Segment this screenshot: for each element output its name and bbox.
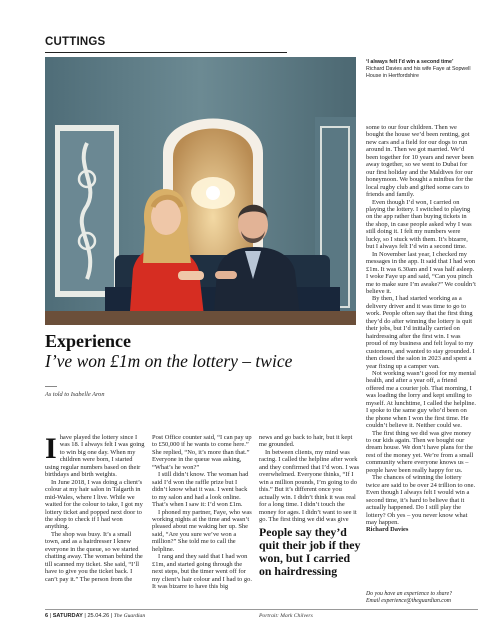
paragraph: [45, 434, 145, 479]
paragraph: I still didn’t know. The woman had said I’d won the raffle prize but I didn’t know what it was. I went back to my salon and had a look online. That’s when I saw it: I’d won £1m.: [152, 471, 249, 509]
footer-separator: |: [110, 613, 114, 619]
page-number: 6: [45, 613, 49, 619]
footer-rule: [45, 609, 478, 610]
signature: Richard Davies: [366, 526, 409, 534]
column-2: [152, 434, 252, 591]
pull-quote: People say they’d quit their job if they won, but I carried on hairdressing: [259, 525, 361, 578]
headline: Experience: [45, 331, 131, 351]
footer-date: 25.04.26: [87, 613, 110, 619]
paragraph: I phoned my partner, Faye, who was working nights at the time and wasn’t pleased about me waking her up. She said, “Are you sure we’ve won a million?” She told me to call the helpline.: [152, 508, 252, 553]
paragraph: Not working wasn’t good for my mental health, and after a year off, a friend offered me a courier job. That morning, I was loading the lorry and kept smiling to myself. At lunchtime, I called the helpline. I spoke to the same guy who’d been on the phone when I won the first time. He couldn’t believe it. Neither could we.: [366, 369, 476, 430]
paragraph: Even though I’d won, I carried on playing the lottery. I switched to playing on the app rather than buying tickets in the shop, in case people asked why I was still doing it. I felt my numbers were lucky, so I stuck with them. It’s bizarre, but I always felt I’d win a second time.: [366, 198, 472, 251]
footer-publication: The Guardian: [113, 613, 146, 619]
caption-title: ‘I always felt I’d win a second time’: [366, 59, 454, 65]
footer-section: SATURDAY: [52, 613, 83, 619]
caption-text: Richard Davies and his wife Faye at Sopwell House in Hertfordshire: [366, 66, 471, 79]
footer-separator: |: [49, 613, 53, 619]
paragraph: I rang and they said that I had won £1m, and started going through the next steps, but the timer went off for my client’s hair colour and I had to go. It was bizarre to have this big: [152, 553, 252, 591]
footnote: [366, 591, 478, 605]
portrait-photo: [45, 57, 356, 325]
byline-rule: [45, 386, 57, 387]
photo-credit: Portrait: Mark Chilvers: [259, 613, 313, 619]
paragraph: In June 2018, I was doing a client’s colour at my hair salon in Talgarth in mid-Wales, where I live. While we waited for the colour to take, I got my lottery ticket and popped next door to the shop to check if I had won anything.: [45, 478, 143, 531]
footnote-email[interactable]: Email experience@theguardian.com: [366, 598, 451, 604]
column-1: [45, 434, 145, 583]
paragraph: In between clients, my mind was racing. I called the helpline after work and they confirmed that I’d won. I was overwhelmed. Everyone thinks, “If I win a million pounds, I’m going to do this.” But it’s different once you actually win. I didn’t think it was real for a long time. I didn’t touch the money for ages. I didn’t want to see it go. The first thing we did was give: [259, 448, 360, 523]
paragraph-text: have played the lottery since I was 18. I always felt I was going to win big one day. When my children were born, I started using regular numbers based on their birthdays and birth weights.: [45, 434, 145, 479]
footnote-prompt: Do you have an experience to share?: [366, 591, 453, 597]
paragraph: In November last year, I checked my messages in the app. It said that I had won £1m. It was 6.30am and I was half asleep. I woke Faye up and said, “Can you pinch me to make sure I’m awake?” We couldn’t believe it.: [366, 250, 476, 295]
paragraph: news and go back to hair, but it kept me grounded.: [259, 434, 353, 449]
footer-separator: |: [84, 613, 88, 619]
drop-cap: I: [45, 432, 57, 465]
paragraph: The shop was busy. It’s a small town, and as a hairdresser I knew everyone in the queue, so we started chatting away. The woman behind the till scanned my ticket. She said, “I’ll have to give you the ticket back. I can’t pay it.” The person from the: [45, 530, 143, 583]
column-3: [259, 434, 361, 523]
column-4: [366, 124, 476, 534]
portrait-illustration: [45, 57, 356, 325]
paragraph: The first thing we did was give money to our kids again. Then we bought our dream house. We don’t have plans for the rest of the money yet. We’re from a small community where everyone knows us – people have been really happy for us.: [366, 429, 474, 474]
page-footer: [45, 613, 145, 619]
paragraph: The chances of winning the lottery twice are said to be over 24 trillion to one. Even though I always felt I would win a second time, it’s hard to believe that it actually happened. Do I still play the lottery? Oh yes – you never know what may happen.: [366, 474, 476, 527]
subheadline: I’ve won £1m on the lottery – twice: [45, 351, 293, 371]
paragraph: Post Office counter said, “I can pay up to £50,000 if he wants to come here.” She replied, “No, it’s more than that.” Everyone in the queue was asking, “What’s he won?”: [152, 434, 252, 471]
paragraph: some to our four children. Then we bought the house we’d been renting, got new cars and a field for our dogs to run around in. Then we got married. We’d been together for 10 years and never been away together, so we went to Dubai for our first holiday and the Maldives for our honeymoon. We bought a minibus for the local rugby club and gifted some cars to friends and family.: [366, 124, 474, 199]
section-title: CUTTINGS: [45, 36, 106, 48]
byline: As told to Isabelle Aron: [45, 391, 105, 398]
paragraph: By then, I had started working as a delivery driver and it was time to go to work. People often say that the first thing they’d do after winning the lottery is quit their jobs, but I’d initially carried on hairdressing after the first win. I was proud of my business and felt loyal to my customers, and wanted to stay grounded. I then closed the salon in 2023 and spent a year fixing up a camper van.: [366, 295, 475, 370]
top-rule: [45, 52, 287, 53]
photo-caption: [366, 59, 476, 80]
